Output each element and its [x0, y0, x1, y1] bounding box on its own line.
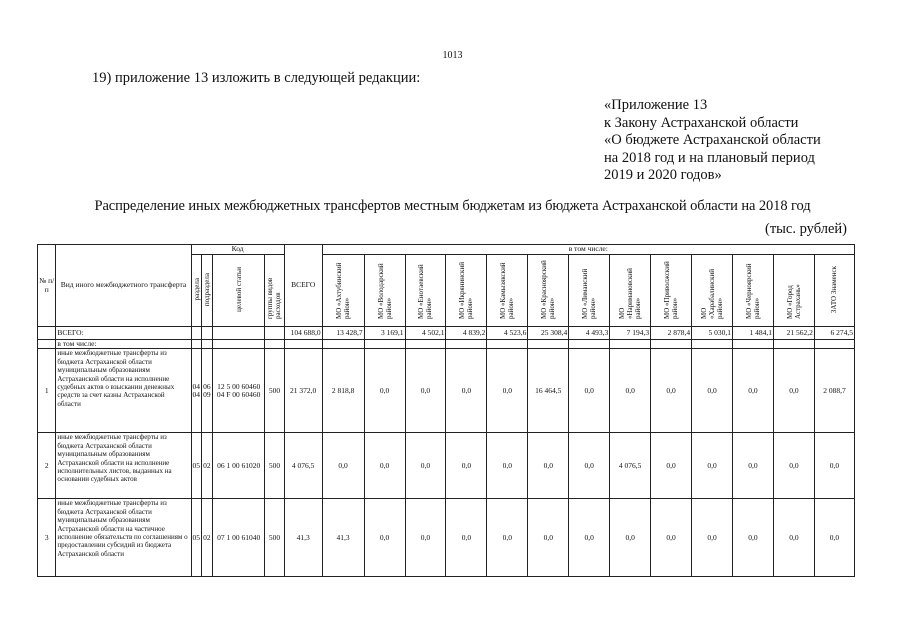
header-district: МО «Черноярский район»	[733, 255, 774, 327]
row-district-value: 0,0	[692, 349, 733, 433]
total-district-value: 6 274,5	[814, 327, 854, 340]
row-district-value: 0,0	[610, 499, 651, 577]
row-subsection: 02	[201, 499, 212, 577]
intro-text: 19) приложение 13 изложить в следующей редакции:	[92, 70, 421, 86]
row-section: 05	[191, 499, 201, 577]
header-target: целевой статьи	[213, 255, 265, 327]
total-district-value: 21 562,2	[773, 327, 814, 340]
row-district-value: 0,0	[773, 349, 814, 433]
total-district-value: 4 493,3	[569, 327, 610, 340]
row-district-value: 0,0	[733, 349, 774, 433]
total-row	[38, 327, 855, 340]
total-district-value: 2 878,4	[651, 327, 692, 340]
row-total: 21 372,0	[284, 349, 322, 433]
row-district-value: 0,0	[528, 499, 569, 577]
header-district: МО «Камызякский район»	[487, 255, 528, 327]
row-district-value: 0,0	[569, 433, 610, 499]
row-subsection: 06 09	[201, 349, 212, 433]
row-district-value: 0,0	[651, 433, 692, 499]
units-label: (тыс. рублей)	[765, 221, 847, 237]
row-district-value: 0,0	[651, 349, 692, 433]
total-district-value: 1 484,1	[733, 327, 774, 340]
document-title: Распределение иных межбюджетных трансфертов местным бюджетам из бюджета Астраханской области на 2018 год	[94, 198, 811, 214]
row-district-value: 0,0	[446, 349, 487, 433]
row-num: 1	[38, 349, 56, 433]
row-district-value: 0,0	[405, 433, 446, 499]
row-district-value: 0,0	[569, 499, 610, 577]
row-district-value: 0,0	[364, 433, 405, 499]
row-district-value: 0,0	[487, 433, 528, 499]
row-expense-group: 500	[265, 499, 284, 577]
row-district-value: 0,0	[487, 349, 528, 433]
header-type: Вид иного межбюджетного трансферта	[56, 245, 191, 327]
header-district: МО «Володарский район»	[364, 255, 405, 327]
transfers-table	[37, 244, 855, 577]
row-target: 07 1 00 61040	[213, 499, 265, 577]
header-district: МО «Приволжский район»	[651, 255, 692, 327]
row-total: 41,3	[284, 499, 322, 577]
header-district: МО «Икрянинский район»	[446, 255, 487, 327]
table-row	[38, 499, 855, 577]
table-row	[38, 349, 855, 433]
row-district-value: 0,0	[692, 433, 733, 499]
row-district-value: 16 464,5	[528, 349, 569, 433]
total-district-value: 4 502,1	[405, 327, 446, 340]
row-target: 12 5 00 60460 04 F 00 60460	[213, 349, 265, 433]
row-district-value: 2 088,7	[814, 349, 854, 433]
header-section: раздела	[191, 255, 201, 327]
total-district-value: 5 030,1	[692, 327, 733, 340]
row-district-value: 0,0	[814, 499, 854, 577]
total-district-value: 13 428,7	[322, 327, 364, 340]
header-code: Код	[191, 245, 284, 255]
row-district-value: 0,0	[651, 499, 692, 577]
row-district-value: 0,0	[733, 499, 774, 577]
row-district-value: 0,0	[773, 499, 814, 577]
row-district-value: 4 076,5	[610, 433, 651, 499]
row-district-value: 0,0	[405, 499, 446, 577]
row-district-value: 0,0	[446, 433, 487, 499]
row-district-value: 0,0	[487, 499, 528, 577]
row-district-value: 0,0	[733, 433, 774, 499]
row-district-value: 2 818,8	[322, 349, 364, 433]
header-district: МО «Наримановский район»	[610, 255, 651, 327]
including-label: в том числе:	[56, 340, 191, 349]
appendix-line: на 2018 год и на плановый период	[604, 149, 815, 166]
row-num: 3	[38, 499, 56, 577]
row-expense-group: 500	[265, 433, 284, 499]
row-district-value: 0,0	[446, 499, 487, 577]
row-district-value: 0,0	[569, 349, 610, 433]
row-description: иные межбюджетные трансферты из бюджета Астраханской области муниципальным образованиям Астраханской области на исполнение исполнительных листов, выданных на основании судебных актов	[56, 433, 191, 499]
header-subsection: подраздела	[201, 255, 212, 327]
total-district-value: 4 839,2	[446, 327, 487, 340]
row-description: иные межбюджетные трансферты из бюджета Астраханской области муниципальным образованиям Астраханской области на частичное исполнение обязательств по соглашениям о предоставлении субсидий из бюджета Астраханской области	[56, 499, 191, 577]
total-district-value: 7 194,3	[610, 327, 651, 340]
header-district: ЗАТО Знаменск	[814, 255, 854, 327]
row-target: 06 1 00 61020	[213, 433, 265, 499]
appendix-line: «Приложение 13	[604, 97, 708, 113]
header-total: ВСЕГО	[284, 245, 322, 327]
row-district-value: 0,0	[773, 433, 814, 499]
total-label: ВСЕГО:	[56, 327, 191, 340]
total-sum: 104 688,0	[284, 327, 322, 340]
total-district-value: 4 523,6	[487, 327, 528, 340]
total-district-value: 3 169,1	[364, 327, 405, 340]
row-district-value: 0,0	[528, 433, 569, 499]
header-including: в том числе:	[322, 245, 854, 255]
row-district-value: 41,3	[322, 499, 364, 577]
header-num: № п/п	[38, 245, 56, 327]
appendix-line: к Закону Астраханской области	[604, 114, 799, 131]
row-section: 05	[191, 433, 201, 499]
header-district: МО «Красноярский район»	[528, 255, 569, 327]
appendix-reference	[604, 97, 821, 185]
row-district-value: 0,0	[322, 433, 364, 499]
header-district: МО «Ахтубинский район»	[322, 255, 364, 327]
header-district: МО «Лиманский район»	[569, 255, 610, 327]
row-expense-group: 500	[265, 349, 284, 433]
row-total: 4 076,5	[284, 433, 322, 499]
header-district: МО «Город Астрахань»	[773, 255, 814, 327]
row-subsection: 02	[201, 433, 212, 499]
including-row	[38, 340, 855, 349]
row-district-value: 0,0	[364, 499, 405, 577]
header-district: МО «Енотаевский район»	[405, 255, 446, 327]
row-district-value: 0,0	[405, 349, 446, 433]
total-district-value: 25 308,4	[528, 327, 569, 340]
appendix-line: «О бюджете Астраханской области	[604, 132, 821, 148]
table-row	[38, 433, 855, 499]
header-district: МО «Харабалинский район»	[692, 255, 733, 327]
page-number: 1013	[442, 50, 463, 61]
header-expense-group: группы видов расходов	[265, 255, 284, 327]
total-num	[38, 327, 56, 340]
row-district-value: 0,0	[610, 349, 651, 433]
row-section: 04 04	[191, 349, 201, 433]
row-district-value: 0,0	[692, 499, 733, 577]
appendix-line: 2019 и 2020 годов»	[604, 167, 722, 183]
row-district-value: 0,0	[814, 433, 854, 499]
row-description: иные межбюджетные трансферты из бюджета Астраханской области муниципальным образованиям Астраханской области на исполнение судебных актов о взыскании денежных средств за счет казны Астраханской области	[56, 349, 191, 433]
row-district-value: 0,0	[364, 349, 405, 433]
row-num: 2	[38, 433, 56, 499]
